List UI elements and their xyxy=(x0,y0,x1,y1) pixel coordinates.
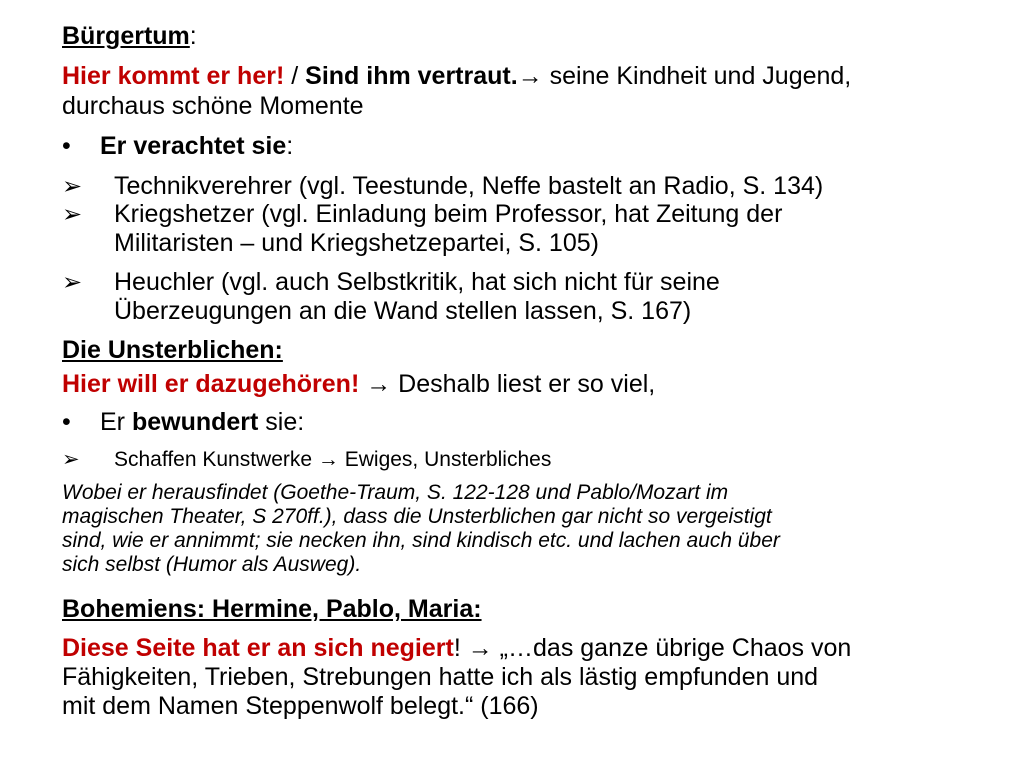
heading-unsterblichen: Die Unsterblichen: xyxy=(62,336,283,364)
arrow-bullet-icon: ➢ xyxy=(62,201,83,228)
arrow-right-icon: → xyxy=(467,634,493,662)
arrow-bullet-icon: ➢ xyxy=(62,173,83,200)
italic-line-4: sich selbst (Humor als Ausweg). xyxy=(62,553,362,576)
italic-line-3: sind, wie er annimmt; sie necken ihn, sind kindisch etc. und lachen auch über xyxy=(62,529,780,552)
heading-buergertum: Bürgertum: xyxy=(62,22,197,50)
arrow-right-icon: → xyxy=(517,62,543,90)
arrow-right-icon: → xyxy=(317,448,339,471)
bohemiens-line-1: Diese Seite hat er an sich negiert! → „…das ganze übrige Chaos von xyxy=(62,634,852,662)
buergertum-line-1: Hier kommt er her! / Sind ihm vertraut.→ seine Kindheit und Jugend, xyxy=(62,62,852,90)
italic-line-2: magischen Theater, S 270ff.), dass die Unsterblichen gar nicht so vergeistigt xyxy=(62,505,772,528)
bullet-verachtet: • Er verachtet sie: xyxy=(62,132,294,160)
bohemiens-line-3: mit dem Namen Steppenwolf belegt.“ (166) xyxy=(62,692,539,720)
bullet-icon: • xyxy=(62,408,71,436)
slide: Bürgertum: Hier kommt er her! / Sind ihm vertraut.→ seine Kindheit und Jugend, durchaus schöne Momente • Er verachtet sie: ➢ Technikverehrer (vgl. Teestunde, Neffe bastelt an Radio, S. 134) ➢ Kriegshetzer (vgl. Einladung beim Professor, hat Zeitung der Militaristen – und Kriegshetzepartei, S. 105) ➢ Heuchler (vgl. auch Selbstkritik, hat sich nicht für seine Überzeugungen an die Wand stellen lassen, S. 167) Die Unsterblichen: Hier will er dazugehören! → Deshalb liest er so viel, • Er bewundert sie: ➢ Schaffen Kunstwerke → Ewiges, Unsterbliches Wobei er herausfindet (Goethe-Traum, S. 122-128 und Pablo/Mozart im magischen Theater, S 270ff.), dass die Unsterblichen gar nicht so vergeistigt sind, wie er annimmt; sie necken ihn, sind kindisch etc. und lachen auch über sich selbst (Humor als Ausweg). Bohemiens: Hermine, Pablo, Maria: Diese Seite hat er an sich negiert! → „…das ganze übrige Chaos von Fähigkeiten, Trieben, Strebungen hatte ich als lästig empfunden und mit dem Namen Steppenwolf belegt.“ (166) xyxy=(62,22,852,720)
arrow-bullet-icon: ➢ xyxy=(62,269,83,296)
unsterblichen-line: Hier will er dazugehören! → Deshalb liest er so viel, xyxy=(62,370,656,398)
heading-bohemiens: Bohemiens: Hermine, Pablo, Maria: xyxy=(62,595,482,623)
arrow-bullet-icon: ➢ xyxy=(62,448,80,471)
bullet-bewundert: • Er bewundert sie: xyxy=(62,408,305,436)
bohemiens-line-2: Fähigkeiten, Trieben, Strebungen hatte ich als lästig empfunden und xyxy=(62,663,819,691)
bullet-icon: • xyxy=(62,132,71,160)
buergertum-line-2: durchaus schöne Momente xyxy=(62,92,364,120)
arrow-right-icon: → xyxy=(366,370,392,398)
italic-line-1: Wobei er herausfindet (Goethe-Traum, S. 122-128 und Pablo/Mozart im xyxy=(62,481,729,504)
